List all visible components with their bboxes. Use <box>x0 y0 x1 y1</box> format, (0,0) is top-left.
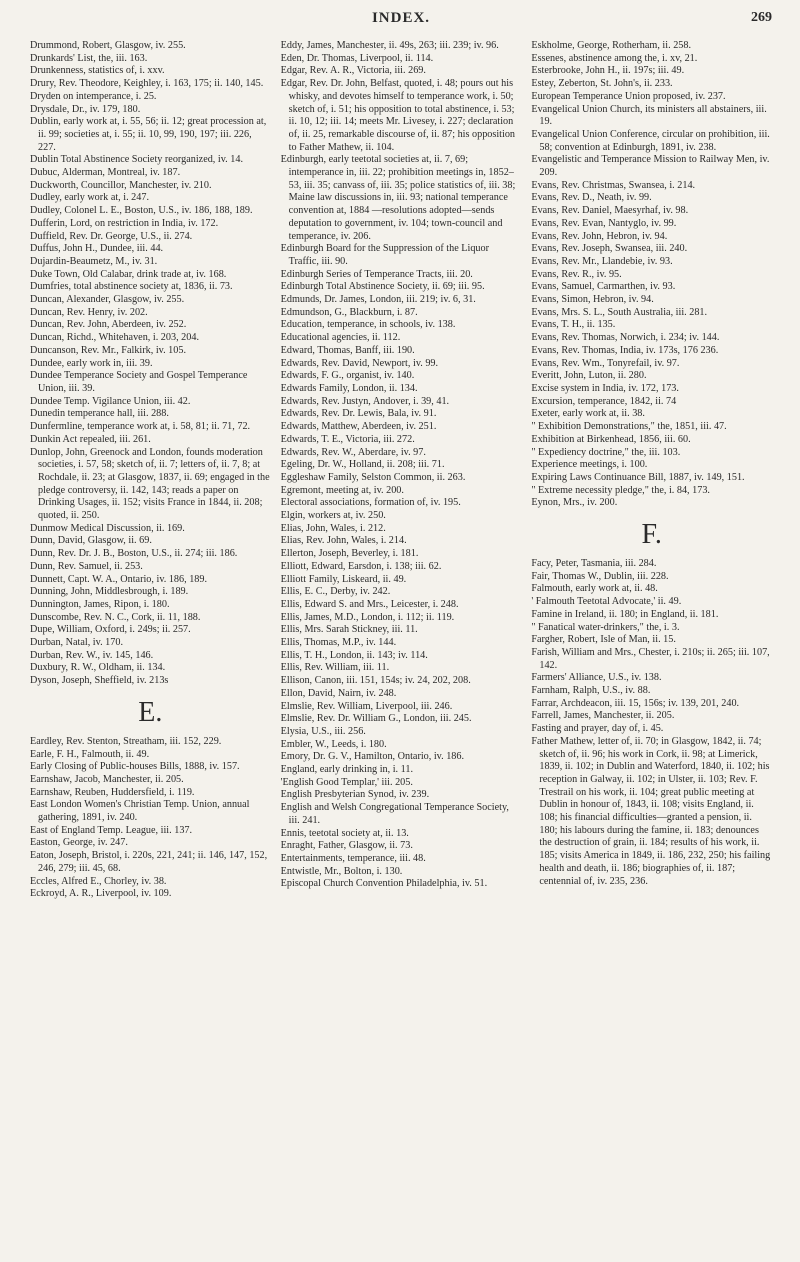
index-column-2 <box>281 40 522 1250</box>
index-entry: Dumfries, total abstinence society at, 1836, ii. 73. <box>30 281 233 293</box>
index-entry: Ellis, Rev. William, iii. 11. <box>280 662 390 674</box>
index-entry: Edinburgh, early teetotal societies at, ii. 7, 69; intemperance in, iii. 22; prohibition meetings in, 1852–53, iii. 35; canvass of, iii. 35; police statistics of, iii. 38; Maine law discussions in, iii. 93; national temperance convention at, 1884 —resolutions adopted—sends deputation to government, iv. 104; town-council and temperance, iv. 206. <box>280 154 516 242</box>
index-entry: ' Falmouth Teetotal Advocate,' ii. 49. <box>531 596 682 608</box>
page-number: 269 <box>751 10 772 25</box>
index-entry: Drysdale, Dr., iv. 179, 180. <box>30 103 141 115</box>
index-entry: Ellis, James, M.D., London, i. 112; ii. 119. <box>280 611 455 623</box>
section-letter: F. <box>641 519 662 551</box>
index-entry: Edwards, Rev. W., Aberdare, iv. 97. <box>280 446 426 458</box>
index-entry: Fasting and prayer, day of, i. 45. <box>531 723 664 735</box>
index-entry: " Extreme necessity pledge," the, i. 84, 173. <box>531 484 710 496</box>
index-entry: Durban, Natal, iv. 170. <box>30 637 123 649</box>
index-entry: Eaton, Joseph, Bristol, i. 220s, 221, 241; ii. 146, 147, 152, 246, 279; iii. 45, 68. <box>30 850 268 874</box>
index-entry: Eskholme, George, Rotherham, ii. 258. <box>531 40 692 51</box>
index-entry: Evans, Rev. Joseph, Swansea, iii. 240. <box>531 243 688 255</box>
index-entry: Earle, F. H., Falmouth, ii. 49. <box>30 748 150 760</box>
index-entry: Dundee Temperance Society and Gospel Temperance Union, iii. 39. <box>30 370 248 394</box>
index-entry: Edgar, Rev. Dr. John, Belfast, quoted, i. 48; pours out his whisky, and devotes himself to temperance work, i. 50; sketch of, i. 51; his opposition to total abstinence, i. 53; ii. 10, 12; iii. 14; meets Mr. Livesey, i. 227; declaration of, ii. 25, remarkable discourse of, ii. 87; his opposition to Father Mathew, ii. 104. <box>280 78 516 153</box>
index-entry: Duncan, Rev. John, Aberdeen, iv. 252. <box>30 319 187 331</box>
index-entry: Edinburgh Total Abstinence Society, ii. 69; iii. 95. <box>280 281 485 293</box>
index-entry: Ellerton, Joseph, Beverley, i. 181. <box>280 548 419 560</box>
index-entry: Eynon, Mrs., iv. 200. <box>531 497 618 509</box>
index-entry: Evans, Rev. Daniel, Maesyrhaf, iv. 98. <box>531 205 689 217</box>
index-entry: Facy, Peter, Tasmania, iii. 284. <box>531 558 657 570</box>
index-entry: Evans, Rev. Christmas, Swansea, i. 214. <box>531 179 696 191</box>
index-entry: Educational agencies, ii. 112. <box>280 332 401 344</box>
index-entry: Evangelical Union Conference, circular on prohibition, iii. 58; convention at Edinburgh, 1891, iv. 238. <box>531 128 770 153</box>
index-entry: Duncanson, Rev. Mr., Falkirk, iv. 105. <box>30 344 187 356</box>
index-entry: Eardley, Rev. Stenton, Streatham, iii. 152, 229. <box>30 735 222 747</box>
index-entry: Edinburgh Board for the Suppression of the Liquor Traffic, iii. 90. <box>280 243 490 267</box>
index-entry: Ellison, Canon, iii. 151, 154s; iv. 24, 202, 208. <box>280 675 471 687</box>
index-entry: Elliott, Edward, Earsdon, i. 138; iii. 62. <box>280 560 442 572</box>
index-entry: Elmslie, Rev. Dr. William G., London, iii. 245. <box>280 713 472 725</box>
index-entry: Dunmow Medical Discussion, ii. 169. <box>30 522 185 534</box>
index-entry: Edinburgh Series of Temperance Tracts, iii. 20. <box>280 268 473 280</box>
index-entry: Dunedin temperance hall, iii. 288. <box>30 408 169 420</box>
index-entry: Duffield, Rev. Dr. George, U.S., ii. 274. <box>30 230 193 242</box>
index-entry: Durban, Rev. W., iv. 145, 146. <box>30 649 154 661</box>
index-entry: Edmunds, Dr. James, London, iii. 219; iv. 6, 31. <box>280 294 476 306</box>
index-entry: Exhibition at Birkenhead, 1856, iii. 60. <box>531 433 691 445</box>
index-entry: Dyson, Joseph, Sheffield, iv. 213s <box>30 675 169 687</box>
index-entry: Egeling, Dr. W., Holland, ii. 208; iii. 71. <box>280 459 445 471</box>
index-entry: Dujardin-Beaumetz, M., iv. 31. <box>30 255 158 267</box>
index-entry: Ellon, David, Nairn, iv. 248. <box>280 687 397 699</box>
index-entry: Edwards, Rev. Justyn, Andover, i. 39, 41. <box>280 395 450 407</box>
index-entry: English Presbyterian Synod, iv. 239. <box>280 789 430 801</box>
index-entry: Electoral associations, formation of, iv. 195. <box>280 497 461 509</box>
index-entry: Father Mathew, letter of, ii. 70; in Glasgow, 1842, ii. 74; sketch of, ii. 96; his work in Cork, ii. 98; at Limerick, 1839, ii. 102; in Dublin and Waterford, 1840, ii. 102; his reception in Galway, ii. 102; in Ulster, ii. 103; Rev. F. Trestrail on his work, ii. 104; great public meeting at Dublin in honour of, 1843, ii. 108; visits England, ii. 108; his financial difficulties—granted a pension, ii. 180; his labours during the famine, ii. 183; denounces the destruction of grain, ii. 184; results of his work, ii. 185; visits America in 1849, ii. 186, 232, 250; his failing health and death, ii. 186; biographies of, ii. 187; centennial of, iv. 235, 236. <box>531 735 771 887</box>
index-entry: Early Closing of Public-houses Bills, 1888, iv. 157. <box>30 761 240 773</box>
index-entry: Dubuc, Alderman, Montreal, iv. 187. <box>30 167 181 179</box>
index-entry: Farmers' Alliance, U.S., iv. 138. <box>531 672 662 684</box>
index-entry: Fargher, Robert, Isle of Man, ii. 15. <box>531 634 676 646</box>
index-column-3 <box>531 40 772 1250</box>
index-entry: Essenes, abstinence among the, i. xv, 21. <box>531 52 698 64</box>
index-entry: Elias, Rev. John, Wales, i. 214. <box>280 535 407 547</box>
index-entry: Evans, T. H., ii. 135. <box>531 319 616 331</box>
index-entry: Duffus, John H., Dundee, iii. 44. <box>30 243 164 255</box>
index-entry: Edgar, Rev. A. R., Victoria, iii. 269. <box>280 65 426 77</box>
index-entry: Dunning, John, Middlesbrough, i. 189. <box>30 586 189 598</box>
index-entry: Elliott Family, Liskeard, ii. 49. <box>280 573 407 585</box>
index-entry: Entwistle, Mr., Bolton, i. 130. <box>280 865 403 877</box>
index-entry: Duckworth, Councillor, Manchester, iv. 210. <box>30 179 212 191</box>
index-entry: Dundee, early work in, iii. 39. <box>30 357 153 369</box>
index-entry: Fair, Thomas W., Dublin, iii. 228. <box>531 570 669 582</box>
index-entry: Duncan, Rev. Henry, iv. 202. <box>30 306 148 318</box>
index-entry: Evans, Rev. Thomas, Norwich, i. 234; iv. 144. <box>531 332 720 344</box>
index-entry: Excise system in India, iv. 172, 173. <box>531 382 679 394</box>
index-entry: Entertainments, temperance, iii. 48. <box>280 853 426 864</box>
index-entry: Evans, Rev. Thomas, India, iv. 173s, 176 236. <box>531 344 719 356</box>
index-entry: Evangelistic and Temperance Mission to Railway Men, iv. 209. <box>531 154 770 179</box>
index-entry: Evans, Rev. Wm., Tonyrefail, iv. 97. <box>531 357 680 369</box>
index-entry: Dryden on intemperance, i. 25. <box>30 90 157 102</box>
index-entry: Dunnington, James, Ripon, i. 180. <box>30 598 170 610</box>
index-entry: Elgin, workers at, iv. 250. <box>280 510 386 522</box>
index-entry: " Expediency doctrine," the, iii. 103. <box>531 446 681 458</box>
index-entry: Eccles, Alfred E., Chorley, iv. 38. <box>30 875 167 887</box>
section-letter: E. <box>138 696 163 728</box>
index-entry: Ellis, T. H., London, ii. 143; iv. 114. <box>280 649 428 661</box>
index-entry: Dunnett, Capt. W. A., Ontario, iv. 186, 189. <box>30 573 208 585</box>
index-entry: Ennis, teetotal society at, ii. 13. <box>280 827 409 839</box>
running-head: INDEX. <box>371 10 431 26</box>
index-entry: Farish, William and Mrs., Chester, i. 210s; ii. 265; iii. 107, 142. <box>531 646 770 671</box>
index-entry: Edwards, Rev. Dr. Lewis, Bala, iv. 91. <box>280 408 437 420</box>
index-entry: Farrell, James, Manchester, ii. 205. <box>531 710 675 722</box>
index-entry: Dunlop, John, Greenock and London, founds moderation societies, i. 57, 58; sketch of, ii. 7; letters of, ii. 7, 8; at Rochdale, ii. 23; at Glasgow, 1837, ii. 69; engaged in the pledge controversy, ii. 142, 143; reads a paper on Drinking Usages, ii. 152; visits France in 1844, ii. 208; quoted, ii. 250. <box>30 446 270 522</box>
index-entry: Falmouth, early work at, ii. 48. <box>531 583 658 595</box>
index-entry: Dunscombe, Rev. N. C., Cork, ii. 11, 188. <box>30 611 201 623</box>
index-entry: Earnshaw, Jacob, Manchester, ii. 205. <box>30 773 184 785</box>
index-entry: English and Welsh Congregational Temperance Society, iii. 241. <box>280 802 509 826</box>
index-entry: " Exhibition Demonstrations," the, 1851, iii. 47. <box>531 421 727 433</box>
index-entry: Evans, Rev. Mr., Llandebie, iv. 93. <box>531 255 673 267</box>
index-entry: Exeter, early work at, ii. 38. <box>531 408 645 420</box>
index-column-1 <box>30 40 271 1250</box>
index-entry: Elysia, U.S., iii. 256. <box>280 725 366 737</box>
index-entry: Eden, Dr. Thomas, Liverpool, ii. 114. <box>280 52 434 64</box>
index-entry: Dunn, Rev. Samuel, ii. 253. <box>30 560 143 572</box>
index-entry: " Fanatical water-drinkers," the, i. 3. <box>531 621 680 633</box>
index-entry: Earnshaw, Reuben, Huddersfield, i. 119. <box>30 786 195 798</box>
index-entry: Dunkin Act repealed, iii. 261. <box>30 433 151 445</box>
index-entry: Evangelical Union Church, its ministers all abstainers, iii. 19. <box>531 103 767 128</box>
index-entry: Duxbury, R. W., Oldham, ii. 134. <box>30 662 166 674</box>
index-entry: Experience meetings, i. 100. <box>531 459 648 471</box>
index-entry: Evans, Rev. Evan, Nantyglo, iv. 99. <box>531 217 677 229</box>
index-entry: Drummond, Robert, Glasgow, iv. 255. <box>30 40 186 51</box>
index-entry: Education, temperance, in schools, iv. 138. <box>280 319 456 331</box>
index-entry: Enraght, Father, Glasgow, ii. 73. <box>280 840 413 852</box>
index-entry: Evans, Rev. John, Hebron, iv. 94. <box>531 230 668 242</box>
page-header <box>30 10 772 30</box>
index-entry: Evans, Mrs. S. L., South Australia, iii. 281. <box>531 306 708 318</box>
index-entry: Dupe, William, Oxford, i. 249s; ii. 257. <box>30 624 191 636</box>
index-entry: Esterbrooke, John H., ii. 197s; iii. 49. <box>531 65 685 77</box>
index-columns <box>30 40 772 1250</box>
index-entry: Evans, Samuel, Carmarthen, iv. 93. <box>531 281 676 293</box>
index-entry: Edward, Thomas, Banff, iii. 190. <box>280 344 415 356</box>
index-entry: Evans, Rev. R., iv. 95. <box>531 268 622 280</box>
index-entry: Edwards, Rev. David, Newport, iv. 99. <box>280 357 439 369</box>
index-entry: 'English Good Templar,' iii. 205. <box>280 776 413 788</box>
index-entry: East London Women's Christian Temp. Union, annual gathering, 1891, iv. 240. <box>30 799 250 824</box>
index-entry: Elias, John, Wales, i. 212. <box>280 522 386 534</box>
index-entry: Edwards Family, London, ii. 134. <box>280 382 418 394</box>
index-entry: Evans, Rev. D., Neath, iv. 99. <box>531 192 652 204</box>
index-entry: Dudley, Colonel L. E., Boston, U.S., iv. 186, 188, 189. <box>30 205 253 217</box>
index-entry: Duncan, Alexander, Glasgow, iv. 255. <box>30 294 185 306</box>
index-entry: Edwards, F. G., organist, iv. 140. <box>280 370 415 382</box>
index-entry: Ellis, E. C., Derby, iv. 242. <box>280 586 391 598</box>
index-entry: European Temperance Union proposed, iv. 237. <box>531 90 726 102</box>
index-entry: Dunn, Rev. Dr. J. B., Boston, U.S., ii. 274; iii. 186. <box>30 548 238 560</box>
index-entry: Dunfermline, temperance work at, i. 58, 81; ii. 71, 72. <box>30 421 251 433</box>
index-entry: Everitt, John, Luton, ii. 280. <box>531 370 647 382</box>
index-entry: Eggleshaw Family, Selston Common, ii. 263. <box>280 471 466 483</box>
index-entry: Easton, George, iv. 247. <box>30 837 128 849</box>
index-entry: Elmslie, Rev. William, Liverpool, iii. 246. <box>280 700 453 712</box>
index-entry: Dufferin, Lord, on restriction in India, iv. 172. <box>30 217 219 229</box>
index-entry: Farrar, Archdeacon, iii. 15, 156s; iv. 139, 201, 240. <box>531 697 740 709</box>
index-entry: Drunkenness, statistics of, i. xxv. <box>30 65 165 77</box>
index-entry: Edwards, T. E., Victoria, iii. 272. <box>280 433 415 445</box>
index-entry: Estey, Zeberton, St. John's, ii. 233. <box>531 78 673 90</box>
index-entry: Edwards, Matthew, Aberdeen, iv. 251. <box>280 421 437 433</box>
index-entry: Eddy, James, Manchester, ii. 49s, 263; iii. 239; iv. 96. <box>280 40 499 51</box>
index-entry: Episcopal Church Convention Philadelphia, iv. 51. <box>280 878 488 890</box>
index-entry: Famine in Ireland, ii. 180; in England, ii. 181. <box>531 608 719 620</box>
index-entry: Drunkards' List, the, iii. 163. <box>30 52 148 64</box>
index-entry: Farnham, Ralph, U.S., iv. 88. <box>531 685 651 697</box>
index-entry: Duke Town, Old Calabar, drink trade at, iv. 168. <box>30 268 227 280</box>
index-entry: Emory, Dr. G. V., Hamilton, Ontario, iv. 186. <box>280 751 465 763</box>
index-entry: Dudley, early work at, i. 247. <box>30 192 150 204</box>
index-entry: England, early drinking in, i. 11. <box>280 764 413 776</box>
index-entry: Eckroyd, A. R., Liverpool, iv. 109. <box>30 888 172 900</box>
index-entry: Expiring Laws Continuance Bill, 1887, iv. 149, 151. <box>531 471 745 483</box>
index-entry: Dunn, David, Glasgow, ii. 69. <box>30 535 152 547</box>
index-entry: Edmundson, G., Blackburn, i. 87. <box>280 306 418 318</box>
index-entry: Ellis, Thomas, M.P., iv. 144. <box>280 637 397 649</box>
index-entry: Duncan, Richd., Whitehaven, i. 203, 204. <box>30 332 200 344</box>
index-entry: Ellis, Mrs. Sarah Stickney, iii. 11. <box>280 624 418 636</box>
index-entry: Evans, Simon, Hebron, iv. 94. <box>531 294 654 306</box>
index-entry: Dublin, early work at, i. 55, 56; ii. 12; great procession at, ii. 99; societies at, i. 55; ii. 10, 99, 190, 197; iii. 226, 227. <box>30 116 267 153</box>
index-entry: Ellis, Edward S. and Mrs., Leicester, i. 248. <box>280 598 459 610</box>
index-entry: Drury, Rev. Theodore, Keighley, i. 163, 175; ii. 140, 145. <box>30 78 264 90</box>
index-entry: Egremont, meeting at, iv. 200. <box>280 484 404 496</box>
index-entry: Dundee Temp. Vigilance Union, iii. 42. <box>30 395 191 407</box>
index-entry: Dublin Total Abstinence Society reorganized, iv. 14. <box>30 154 243 166</box>
index-entry: Excursion, temperance, 1842, ii. 74 <box>531 395 677 407</box>
index-entry: East of England Temp. League, iii. 137. <box>30 824 193 836</box>
index-entry: Embler, W., Leeds, i. 180. <box>280 738 387 750</box>
